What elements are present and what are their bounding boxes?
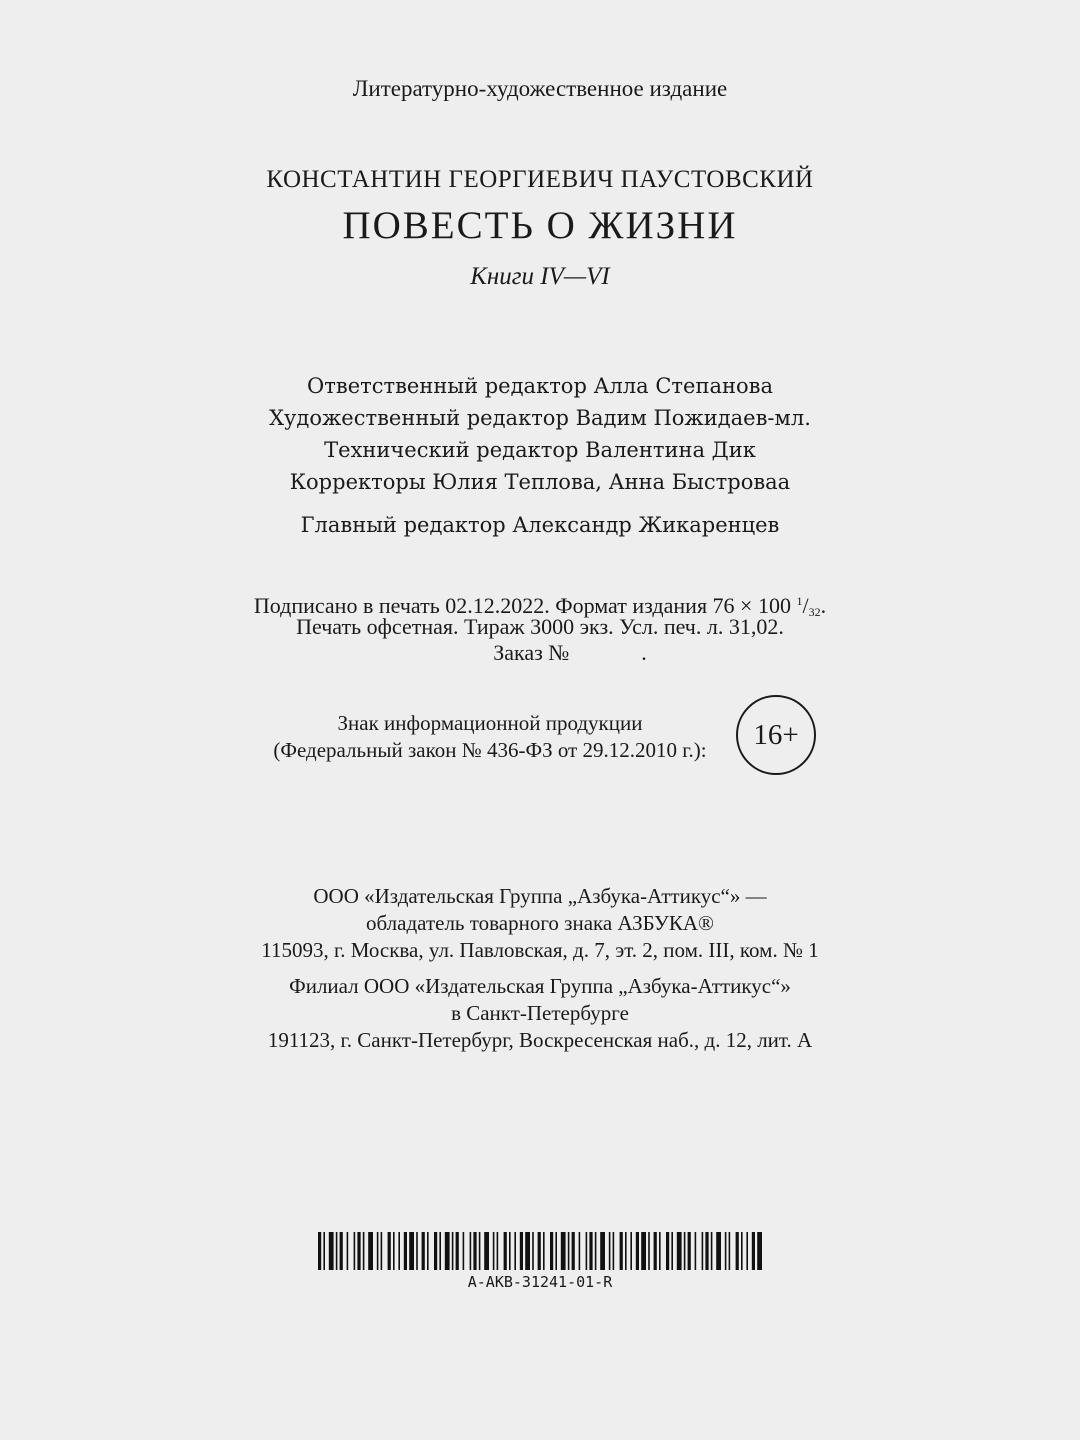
barcode-bar	[711, 1232, 713, 1270]
credits-block	[0, 370, 1080, 541]
barcode-bar	[595, 1232, 597, 1270]
barcode-bar	[695, 1232, 697, 1270]
barcode-bar	[497, 1232, 499, 1270]
barcode-bar	[736, 1232, 739, 1270]
barcode-bar	[568, 1232, 570, 1270]
barcode-bar	[445, 1232, 450, 1270]
barcode-bar	[688, 1232, 691, 1270]
barcode-bar	[520, 1232, 523, 1270]
barcode-bar	[463, 1232, 465, 1270]
order-label: Заказ №	[493, 640, 570, 665]
barcode-bar	[357, 1232, 360, 1270]
barcode-bar	[752, 1232, 755, 1270]
barcode-bar	[729, 1232, 731, 1270]
barcode-code: A-AKB-31241-01-R	[467, 1273, 613, 1291]
signed-prefix: Подписано в печать 02.12.2022. Формат издания 76 × 100	[253, 593, 797, 618]
publisher-name: ООО «Издательская Группа „Азбука-Аттикус“» —	[313, 884, 767, 908]
chief-editor: Главный редактор Александр Жикаренцев	[300, 513, 780, 537]
book-title: ПОВЕСТЬ О ЖИЗНИ	[342, 204, 738, 247]
barcode-bar	[323, 1232, 325, 1270]
spb-address: 191123, г. Санкт-Петербург, Воскресенская наб., д. 12, лит. А	[267, 1028, 813, 1052]
book-subtitle: Книги IV—VI	[470, 263, 610, 290]
art-editor: Художественный редактор Вадим Пожидаев-мл.	[269, 406, 811, 430]
author-name: КОНСТАНТИН ГЕОРГИЕВИЧ ПАУСТОВСКИЙ	[266, 166, 814, 193]
barcode-bar	[504, 1232, 507, 1270]
order-line	[0, 640, 1080, 666]
barcode-bar	[340, 1232, 343, 1270]
age-rating-text	[260, 710, 720, 764]
barcode-bar	[525, 1232, 530, 1270]
barcode-bar	[716, 1232, 721, 1270]
proofreaders: Корректоры Юлия Теплова, Анна Быстроваа	[289, 470, 791, 494]
barcode-bar	[434, 1232, 437, 1270]
barcode-bar	[630, 1232, 632, 1270]
barcode-bar	[493, 1232, 495, 1270]
barcode-bar	[659, 1232, 661, 1270]
barcode-bar	[613, 1232, 615, 1270]
print-line: Печать офсетная. Тираж 3000 экз. Усл. печ. л. 31,02.	[296, 614, 784, 639]
format-slash: /	[802, 593, 809, 618]
barcode-bar	[600, 1232, 605, 1270]
barcode-bar	[416, 1232, 418, 1270]
trademark-owner: обладатель товарного знака АЗБУКА®	[366, 911, 714, 935]
barcode-bar	[427, 1232, 429, 1270]
barcode-bar	[705, 1232, 708, 1270]
age-rating-line1: Знак информационной продукции	[337, 711, 643, 735]
barcode-bar	[318, 1232, 321, 1270]
barcode-bar	[648, 1232, 650, 1270]
barcode-bar	[439, 1232, 441, 1270]
barcode-bar	[398, 1232, 400, 1270]
barcode-bar	[555, 1232, 557, 1270]
barcode-bar	[336, 1232, 338, 1270]
barcode-bar	[636, 1232, 639, 1270]
moscow-address: 115093, г. Москва, ул. Павловская, д. 7, эт. 2, пом. III, ком. № 1	[261, 938, 819, 962]
technical-editor: Технический редактор Валентина Дик	[324, 438, 756, 462]
barcode-bar	[422, 1232, 425, 1270]
barcode-bar	[625, 1232, 627, 1270]
barcode-bar	[757, 1232, 762, 1270]
barcode-icon	[318, 1232, 762, 1270]
age-rating-badge: 16+	[736, 695, 816, 775]
barcode-bar	[702, 1232, 704, 1270]
barcode-bar	[666, 1232, 669, 1270]
barcode-bar	[329, 1232, 334, 1270]
barcode-bar	[377, 1232, 379, 1270]
barcode-bar	[484, 1232, 489, 1270]
publisher-block	[0, 883, 1080, 1054]
barcode-bar	[620, 1232, 623, 1270]
barcode-bar	[452, 1232, 454, 1270]
barcode-bar	[532, 1232, 534, 1270]
barcode-bar	[725, 1232, 727, 1270]
order-end: .	[641, 640, 647, 665]
barcode-bar	[363, 1232, 365, 1270]
branch-name: Филиал ООО «Издательская Группа „Азбука-Аттикус“»	[289, 974, 791, 998]
barcode-bar	[354, 1232, 356, 1270]
barcode-bar	[456, 1232, 459, 1270]
barcode-bar	[561, 1232, 566, 1270]
barcode-bar	[641, 1232, 646, 1270]
barcode-bar	[514, 1232, 516, 1270]
format-denominator: 32	[808, 605, 821, 619]
barcode-bar	[473, 1232, 476, 1270]
barcode-bar	[589, 1232, 592, 1270]
barcode-bar	[684, 1232, 686, 1270]
branch-city: в Санкт-Петербурге	[451, 1001, 629, 1025]
barcode-bar	[409, 1232, 414, 1270]
barcode-bar	[393, 1232, 395, 1270]
age-rating-line2: (Федеральный закон № 436-ФЗ от 29.12.2010 г.):	[273, 738, 707, 762]
barcode-bar	[381, 1232, 383, 1270]
barcode-bar	[479, 1232, 481, 1270]
barcode-bar	[746, 1232, 748, 1270]
barcode-bar	[586, 1232, 588, 1270]
signed-suffix: .	[820, 593, 827, 618]
barcode-bar	[677, 1232, 682, 1270]
barcode-bar	[654, 1232, 657, 1270]
barcode-bar	[347, 1232, 349, 1270]
barcode-bar	[572, 1232, 575, 1270]
signed-line	[0, 588, 1080, 619]
format-numerator: 1	[796, 594, 803, 608]
barcode-bar	[368, 1232, 373, 1270]
barcode-bar	[388, 1232, 391, 1270]
barcode-bar	[470, 1232, 472, 1270]
responsible-editor: Ответственный редактор Алла Степанова	[307, 374, 773, 398]
barcode-bar	[404, 1232, 407, 1270]
barcode-bar	[538, 1232, 541, 1270]
barcode-bar	[609, 1232, 611, 1270]
imprint-block	[0, 588, 1080, 666]
edition-type: Литературно-художественное издание	[352, 76, 728, 101]
barcode-bar	[671, 1232, 673, 1270]
barcode-bar	[543, 1232, 545, 1270]
barcode-bar	[509, 1232, 511, 1270]
barcode-bar	[579, 1232, 581, 1270]
barcode-bar	[550, 1232, 553, 1270]
barcode-bar	[741, 1232, 743, 1270]
